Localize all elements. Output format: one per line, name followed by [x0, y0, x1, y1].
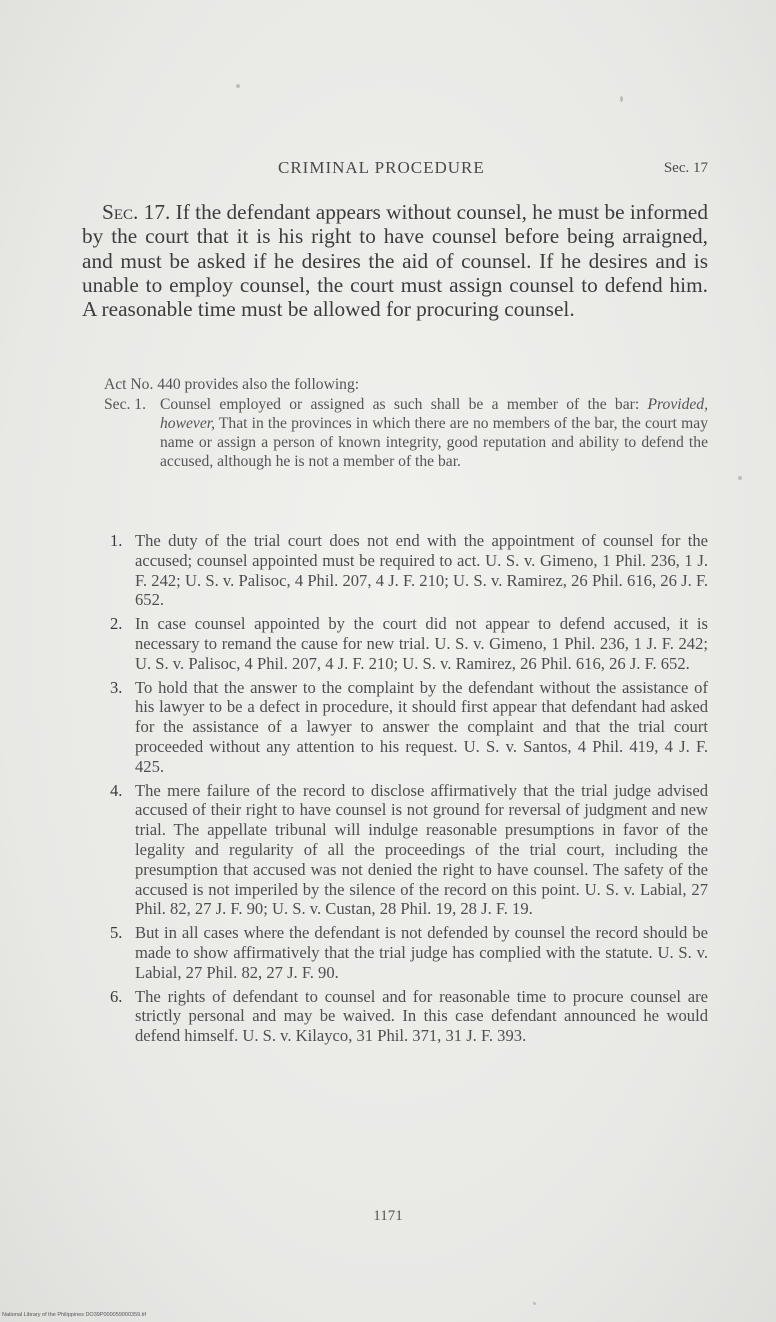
- note-item: [110, 923, 708, 982]
- note-text: The mere failure of the record to disclose affirmatively that the trial judge advised accused of their right to have counsel is not ground for reversal of judgment and new trial. The appellate tribunal will indulge reasonable presumptions in favor of the legality and regularity of all the proceedings of the trial court, including the presumption that accused was not denied the right to have counsel. The safety of the accused is not imperiled by the silence of the record on this point. U. S. v. Labial, 27 Phil. 82, 27 J. F. 90; U. S. v. Custan, 28 Phil. 19, 28 J. F. 19.: [135, 780, 708, 919]
- note-item: [110, 614, 708, 673]
- scan-footer: National Library of the Philippines DO39P000059000359.tif: [2, 1312, 147, 1318]
- note-item: [110, 531, 708, 610]
- note-number: 1.: [110, 531, 123, 550]
- act-text-after: That in the provinces in which there are no members of the bar, the court may name or assign a person of known integrity, good reputation and ability to defend the accused, although he is not a member of the bar.: [160, 415, 708, 470]
- note-text: But in all cases where the defendant is not defended by counsel the record should be made to show affirmatively that the trial judge has complied with the statute. U. S. v. Labial, 27 Phil. 82, 27 J. F. 90.: [135, 923, 708, 982]
- note-number: 2.: [110, 614, 123, 634]
- note-text: The rights of defendant to counsel and for reasonable time to procure counsel are strictly personal and may be waived. In this case defendant announced he would defend himself. U. S. v. Kilayco, 31 Phil. 371, 31 J. F. 393.: [135, 986, 708, 1046]
- note-number: 3.: [110, 677, 123, 697]
- act-section-1: [104, 395, 708, 471]
- scan-speck: [236, 84, 240, 88]
- note-text: The duty of the trial court does not end with the appointment of counsel for the accused; counsel appointed must be required to act. U. S. v. Gimeno, 1 Phil. 236, 1 J. F. 242; U. S. v. Palisoc, 4 Phil. 207, 4 J. F. 210; U. S. v. Ramirez, 26 Phil. 616, 26 J. F. 652.: [135, 531, 708, 610]
- statute-label: Sec. 17.: [102, 200, 171, 224]
- note-item: [110, 781, 708, 920]
- scan-speck: [533, 1302, 536, 1305]
- statute-text: If the defendant appears without counsel, he must be informed by the court that it is his right to have counsel before being arraigned, and must be asked if he desires the aid of counsel. If he desires and is unable to employ counsel, the court must assign counsel to defend him. A reasonable time must be allowed for procuring counsel.: [82, 200, 708, 322]
- note-item: [110, 987, 708, 1046]
- scan-speck: [620, 96, 623, 102]
- header-section: Sec. 17: [663, 160, 708, 176]
- note-number: 4.: [110, 780, 123, 800]
- page-number: 1171: [373, 1208, 403, 1224]
- act-section-label: Sec. 1.: [104, 396, 147, 413]
- header-title: CRIMINAL PROCEDURE: [278, 158, 485, 177]
- note-text: In case counsel appointed by the court did not appear to defend accused, it is necessary to remand the cause for new trial. U. S. v. Gimeno, 1 Phil. 236, 1 J. F. 242; U. S. v. Palisoc, 4 Phil. 207, 4 J. F. 210; U. S. v. Ramirez, 26 Phil. 616, 26 J. F. 652.: [135, 614, 708, 673]
- note-number: 5.: [110, 923, 123, 943]
- act-intro: Act No. 440 provides also the following:: [104, 376, 360, 393]
- running-header: [100, 158, 710, 184]
- annotation-notes: [110, 531, 708, 1050]
- act-text-before: Counsel employed or assigned as such shall be a member of the bar:: [160, 396, 640, 413]
- act-proviso: Provided, however,: [160, 396, 708, 432]
- statute-section: [82, 200, 708, 321]
- note-text: To hold that the answer to the complaint by the defendant without the assistance of his lawyer to be a defect in procedure, it should first appear that defendant had asked for the assistance of a lawyer to answer the complaint and that the trial court proceeded without any attention to his request. U. S. v. Santos, 4 Phil. 419, 4 J. F. 425.: [135, 677, 708, 776]
- scan-speck: [738, 476, 742, 480]
- act-440-block: [104, 375, 708, 471]
- note-number: 6.: [110, 986, 123, 1006]
- note-item: [110, 678, 708, 777]
